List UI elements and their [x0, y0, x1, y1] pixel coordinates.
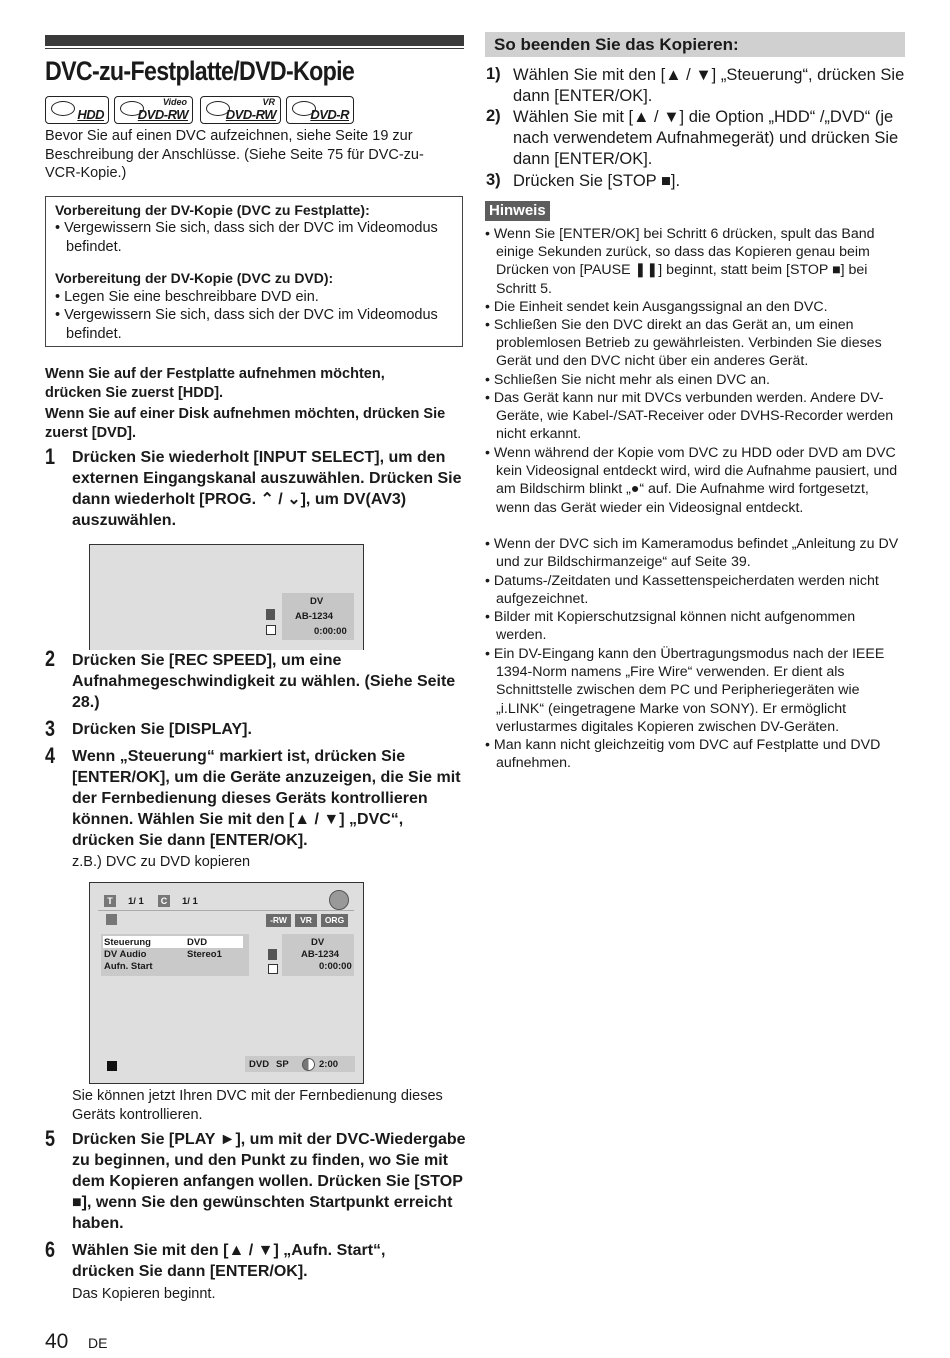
badge-sup: VR	[262, 97, 275, 107]
note-item: • Wenn der DVC sich im Kameramodus befindet „Anleitung zu DV und zur Bildschirmanzeige“ auf Seite 39.	[485, 536, 899, 571]
note-item: • Bilder mit Kopierschutzsignal können nicht aufgenommen werden.	[485, 609, 856, 644]
step-4-text: Wenn „Steuerung“ markiert ist, drücken Sie [ENTER/OK], um die Geräte anzuzeigen, die Sie mit der Fernbedienung dieses Geräts kontrollieren können. Wählen Sie mit den [▲ / ▼] „DVC“, drücken Sie dann [ENTER/OK].	[72, 748, 461, 849]
list-item: • Legen Sie eine beschreibbare DVD ein.	[55, 289, 319, 305]
step-number: 2	[45, 646, 56, 671]
dv-label: DV	[310, 596, 324, 607]
hdd-badge	[45, 96, 109, 124]
stop-step-3: Drücken Sie [STOP ■].	[513, 172, 681, 190]
page-title: DVC-zu-Festplatte/DVD-Kopie	[45, 56, 355, 86]
chapter-icon: C	[158, 895, 170, 907]
status-mode: SP	[276, 1059, 289, 1070]
dvd-rw-video-badge	[114, 96, 193, 124]
list-item: • Vergewissern Sie sich, dass sich der DVC im Videomodus befindet.	[55, 307, 438, 342]
step-1-text: Drücken Sie wiederholt [INPUT SELECT], um den externen Eingangskanal auszuwählen. Drücken Sie dann wiederholt [PROG. ⌃ / ⌄], um DV(AV3) auszuwählen.	[72, 449, 462, 529]
note-item: • Die Einheit sendet kein Ausgangssignal an den DVC.	[485, 299, 828, 315]
step-6-text: Wählen Sie mit den [▲ / ▼] „Aufn. Start“, drücken Sie dann [ENTER/OK].	[72, 1242, 386, 1280]
title-icon: T	[104, 895, 116, 907]
tape-icon	[268, 949, 277, 960]
disc-icon	[329, 890, 349, 910]
tape-time: 0:00:00	[319, 961, 352, 972]
step-5-text: Drücken Sie [PLAY ►], um mit der DVC-Wiedergabe zu beginnen, und den Punkt zu finden, wo Sie mit dem Kopieren anfangen wollen. Drücken Sie [STOP ■], wenn Sie den gewünschten Startpunkt erreicht haben.	[72, 1131, 466, 1232]
stop-step-number: 2)	[486, 107, 501, 125]
step-number: 4	[45, 743, 56, 768]
note-item: • Ein DV-Eingang kann den Übertragungsmodus nach der IEEE 1394-Norm namens „Fire Wire“ verwenden. Er dient als Schnittstelle zwischen dem PC und Peripheriegeräten wie „i.LINK“ (eingetragene Marke von SONY). Er ermöglicht verlustarmes digitales Kopieren zwischen DV-Geräten.	[485, 646, 885, 735]
intro-text: Bevor Sie auf einen DVC aufzeichnen, siehe Seite 19 zur Beschreibung der Anschlüsse. (Siehe Seite 75 für DVC-zu-VCR-Kopie.)	[45, 128, 424, 181]
remaining-time-icon	[302, 1058, 315, 1071]
stop-section-title: So beenden Sie das Kopieren:	[494, 35, 739, 54]
divider	[98, 910, 354, 911]
note-item: • Wenn Sie [ENTER/OK] bei Schritt 6 drücken, spult das Band einige Sekunden zurück, so dass das Kopieren genau beim Drücken von [PAUSE ❚❚] beginnt, statt beim [STOP ■] bei Schritt 5.	[485, 226, 875, 297]
step-4-result: Sie können jetzt Ihren DVC mit der Fernbedienung dieses Geräts kontrollieren.	[72, 1088, 443, 1123]
example-caption: z.B.) DVC zu DVD kopieren	[72, 854, 251, 870]
menu-item-steuerung[interactable]: Steuerung	[104, 937, 151, 948]
note-item: • Schließen Sie nicht mehr als einen DVC an.	[485, 372, 770, 388]
hdd-icon	[51, 101, 75, 116]
hinweis-label: Hinweis	[485, 201, 550, 221]
dvd-rw-vr-badge	[200, 96, 281, 124]
stop-step-number: 3)	[486, 171, 501, 189]
dvc-copy-screen	[89, 882, 364, 1084]
note-item: • Wenn während der Kopie vom DVC zu HDD oder DVD am DVC kein Videosignal entdeckt wird, wird die Aufnahme pausiert, und am Bildschirm blinkt „●“ auf. Die Aufnahme wird fortgesetzt, wenn das Gerät wieder ein Videosignal entdeckt.	[485, 445, 898, 516]
prep-dvd-heading: Vorbereitung der DV-Kopie (DVC zu DVD):	[55, 270, 334, 286]
tape-icon	[266, 609, 275, 620]
step-6-result: Das Kopieren beginnt.	[72, 1286, 216, 1302]
stop-step-number: 1)	[486, 65, 501, 83]
title-counter: 1/ 1	[128, 896, 144, 907]
tape-time: 0:00:00	[314, 626, 347, 637]
stop-icon	[107, 1061, 117, 1071]
chapter-counter: 1/ 1	[182, 896, 198, 907]
step-number: 5	[45, 1126, 56, 1151]
disc-note: Wenn Sie auf einer Disk aufnehmen möchten, drücken Sie zuerst [DVD].	[45, 406, 446, 441]
tape-icon	[106, 914, 117, 925]
step-3-text: Drücken Sie [DISPLAY].	[72, 721, 252, 738]
badge-sup: Video	[162, 97, 187, 107]
preparation-box	[45, 196, 463, 347]
hdd-note: Wenn Sie auf der Festplatte aufnehmen möchten, drücken Sie zuerst [HDD].	[45, 366, 385, 401]
menu-value: Stereo1	[187, 949, 222, 960]
badge-label: HDD	[77, 107, 104, 122]
page-number: 40	[45, 1330, 69, 1353]
checkbox-icon	[266, 625, 276, 635]
menu-item-aufn-start[interactable]: Aufn. Start	[104, 961, 153, 972]
format-tag: VR	[295, 914, 317, 927]
badge-label: DVD-RW	[225, 107, 276, 122]
step-number: 6	[45, 1237, 56, 1262]
page-language: DE	[88, 1335, 108, 1351]
tape-id: AB-1234	[295, 611, 334, 622]
stop-step-2: Wählen Sie mit [▲ / ▼] die Option „HDD“ /„DVD“ (je nach verwendetem Aufnahmegerät) und drücken Sie dann [ENTER/OK].	[513, 108, 899, 168]
stop-step-1: Wählen Sie mit den [▲ / ▼] „Steuerung“, drücken Sie dann [ENTER/OK].	[513, 66, 905, 105]
step-number: 3	[45, 716, 56, 741]
menu-item-dv-audio[interactable]: DV Audio	[104, 949, 147, 960]
media-tag: -RW	[266, 914, 291, 927]
step-2-text: Drücken Sie [REC SPEED], um eine Aufnahmegeschwindigkeit zu wählen. (Siehe Seite 28.)	[72, 652, 456, 711]
dv-input-screen	[89, 544, 364, 650]
badge-label: DVD-R	[310, 107, 349, 122]
list-item: • Vergewissern Sie sich, dass sich der DVC im Videomodus befindet.	[55, 220, 438, 255]
prep-hdd-heading: Vorbereitung der DV-Kopie (DVC zu Festplatte):	[55, 202, 370, 218]
tape-id: AB-1234	[301, 949, 340, 960]
menu-value: DVD	[187, 937, 208, 948]
note-item: • Das Gerät kann nur mit DVCs verbunden werden. Andere DV-Geräte, wie Kabel-/SAT-Receiver oder DVHS-Recorder werden nicht erkannt.	[485, 390, 894, 443]
status-media: DVD	[249, 1059, 270, 1070]
badge-label: DVD-RW	[137, 107, 188, 122]
status-time: 2:00	[319, 1059, 339, 1070]
step-number: 1	[45, 444, 56, 469]
title-rule	[45, 35, 464, 49]
original-tag: ORG	[321, 914, 348, 927]
dv-label: DV	[311, 937, 325, 948]
note-item: • Datums-/Zeitdaten und Kassettenspeicherdaten werden nicht aufgezeichnet.	[485, 573, 879, 608]
note-item: • Schließen Sie den DVC direkt an das Gerät an, um einen problemlosen Betrieb zu gewährleisten. Verbinden Sie dieses Gerät und den DVC nicht über ein anderes Gerät.	[485, 317, 882, 370]
checkbox-icon	[268, 964, 278, 974]
dvd-r-badge	[286, 96, 354, 124]
note-item: • Man kann nicht gleichzeitig vom DVC auf Festplatte und DVD aufnehmen.	[485, 737, 881, 772]
